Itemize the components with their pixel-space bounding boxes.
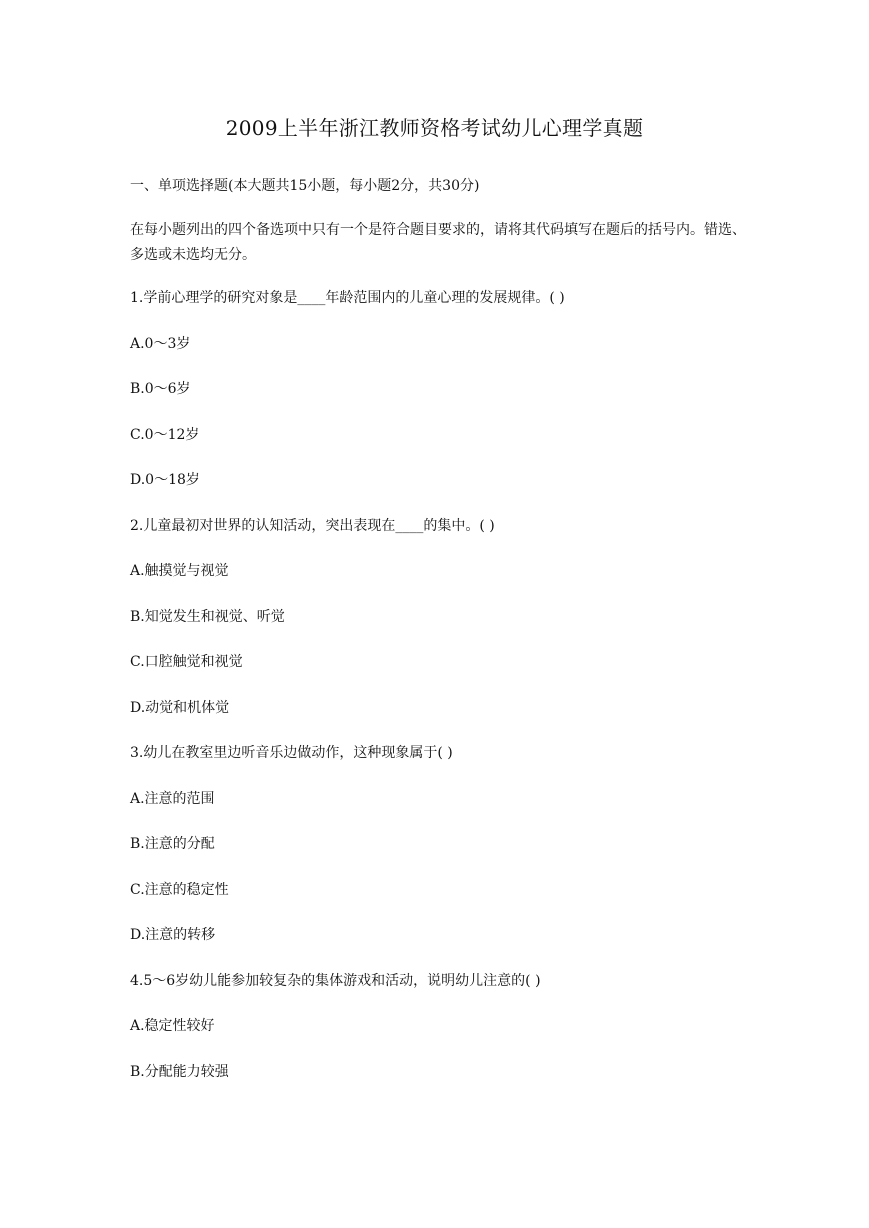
document-title: 2009上半年浙江教师资格考试幼儿心理学真题: [225, 116, 644, 140]
question-stem: 4.5～6岁幼儿能参加较复杂的集体游戏和活动，说明幼儿注意的( ): [130, 973, 541, 989]
option: A.注意的范围: [130, 791, 215, 807]
option: B.知觉发生和视觉、听觉: [130, 609, 285, 625]
section-heading: 一、单项选择题(本大题共15小题，每小题2分，共30分): [130, 178, 480, 194]
option: D.0～18岁: [130, 472, 200, 488]
question-stem: 3.幼儿在教室里边听音乐边做动作，这种现象属于( ): [130, 745, 453, 761]
option: A.触摸觉与视觉: [130, 563, 229, 579]
question-stem: 2.儿童最初对世界的认知活动，突出表现在____的集中。( ): [130, 518, 495, 534]
option: C.注意的稳定性: [130, 882, 229, 898]
option: C.0～12岁: [130, 427, 200, 443]
instructions: 在每小题列出的四个备选项中只有一个是符合题目要求的，请将其代码填写在题后的括号内。错选、多选或未选均无分。: [130, 222, 746, 263]
option: B.0～6岁: [130, 381, 191, 397]
option: B.注意的分配: [130, 836, 215, 852]
option: A.0～3岁: [130, 336, 191, 352]
option: D.注意的转移: [130, 927, 216, 943]
option: D.动觉和机体觉: [130, 700, 230, 716]
option: C.口腔触觉和视觉: [130, 654, 243, 670]
option: B.分配能力较强: [130, 1064, 229, 1080]
question-stem: 1.学前心理学的研究对象是____年龄范围内的儿童心理的发展规律。( ): [130, 290, 565, 306]
option: A.稳定性较好: [130, 1018, 215, 1034]
